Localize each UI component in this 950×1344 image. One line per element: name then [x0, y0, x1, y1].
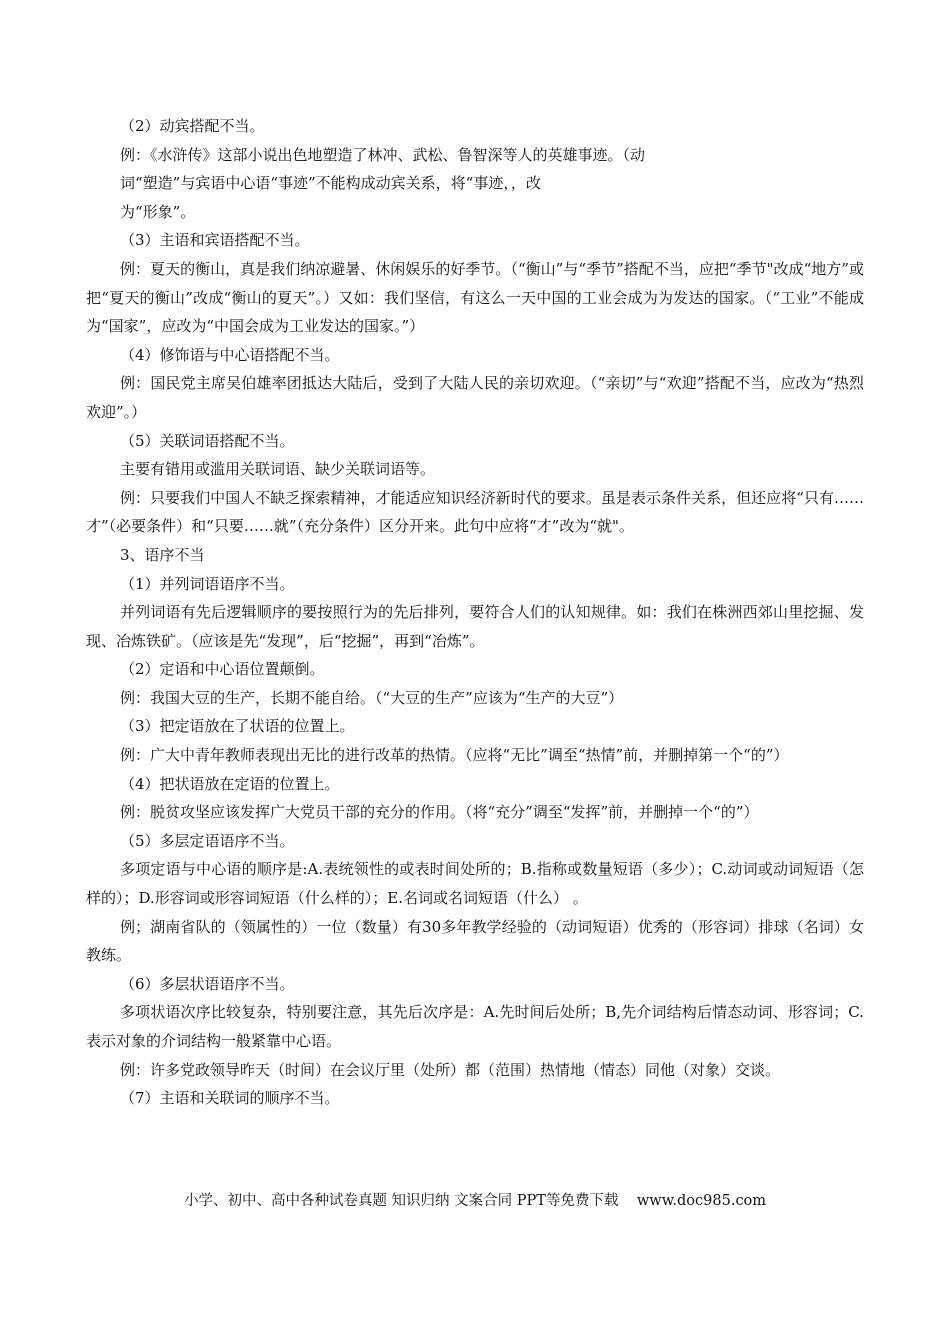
- paragraph: （2）定语和中心语位置颠倒。: [120, 660, 325, 679]
- paragraph: （3）把定语放在了状语的位置上。: [120, 717, 355, 736]
- paragraph: （4）把状语放在定语的位置上。: [120, 774, 340, 793]
- page-footer: 小学、初中、高中各种试卷真题 知识归纳 文案合同 PPT等免费下载 www.doc985.com: [183, 1193, 767, 1209]
- paragraph: 例：夏天的衡山，真是我们纳凉避暑、休闲娱乐的好季节。（“衡山”与“季节”搭配不当，应把“季节"改成“地方”或把“夏天的衡山”改成“衡山的夏天”。）又如：我们坚信，有这么一天中国的工业会成为为发达的国家。（“工业”不能成为“国家”，应改为“中国会成为工业发达的国家。”）: [86, 259, 864, 336]
- paragraph: 并列词语有先后逻辑顺序的要按照行为的先后排列，要符合人们的认知规律。如：我们在株洲西郊山里挖掘、发现、冶炼铁矿。（应该是先“发现”，后“挖掘”，再到“冶炼”。: [86, 603, 864, 650]
- paragraph: 词“塑造”与宾语中心语“事迹”不能构成动宾关系，将“事迹，，改: [120, 174, 541, 193]
- paragraph: （4）修饰语与中心语搭配不当。: [120, 345, 340, 364]
- paragraph: 为“形象”。: [120, 202, 196, 221]
- paragraph: 例：许多党政领导昨天（时间）在会议厅里（处所）都（范围）热情地（情态）同他（对象）交谈。: [120, 1060, 781, 1079]
- paragraph: 例：我国大豆的生产，长期不能自给。（“大豆的生产”应该为“生产的大豆”）: [120, 688, 624, 707]
- paragraph: （3）主语和宾语搭配不当。: [120, 231, 310, 250]
- paragraph: （5）多层定语语序不当。: [120, 831, 295, 850]
- paragraph: （6）多层状语语序不当。: [120, 974, 295, 993]
- paragraph: 主要有错用或滥用关联词语、缺少关联词语等。: [120, 460, 436, 479]
- paragraph: 例：只要我们中国人不缺乏探索精神，才能适应知识经济新时代的要求。虽是表示条件关系，但还应将“只有……才”（必要条件）和“只要……就”（充分条件）区分开来。此句中应将“才”改为“就"。: [86, 488, 864, 536]
- paragraph: 3、语序不当: [120, 545, 205, 564]
- paragraph: 多项状语次序比较复杂，特别要注意，其先后次序是：A.先时间后处所；B,先介词结构后情态动词、形容词；C.表示对象的介词结构一般紧靠中心语。: [86, 1003, 864, 1050]
- paragraph: 例：《水浒传》这部小说出色地塑造了林冲、武松、鲁智深等人的英雄事迹。（动: [120, 145, 646, 164]
- paragraph: 例；湖南省队的（领属性的）一位（数量）有30多年教学经验的（动词短语）优秀的（形容词）排球（名词）女教练。: [86, 917, 864, 965]
- paragraph: （1）并列词语语序不当。: [120, 574, 295, 593]
- paragraph: 例：国民党主席吴伯雄率团抵达大陆后，受到了大陆人民的亲切欢迎。（“亲切”与“欢迎”搭配不当，应改为“热烈欢迎”。）: [86, 374, 864, 421]
- document-body: [86, 112, 864, 1113]
- paragraph: 多项定语与中心语的顺序是:A.表统领性的或表时间处所的；B.指称或数量短语（多少）；C.动词或动词短语（怎样的）；D.形容词或形容词短语（什么样的）；E.名词或名词短语（什么） 。: [86, 860, 864, 908]
- paragraph: 例：脱贫攻坚应该发挥广大党员干部的充分的作用。（将“充分”调至“发挥”前，并删掉一个“的”）: [120, 803, 759, 822]
- paragraph: 例：广大中青年教师表现出无比的进行改革的热情。（应将“无比”调至“热情”前，并删掉第一个“的”）: [120, 746, 789, 765]
- paragraph: （2）动宾搭配不当。: [120, 117, 265, 135]
- paragraph: （7）主语和关联词的顺序不当。: [120, 1089, 340, 1108]
- paragraph: （5）关联词语搭配不当。: [120, 431, 295, 450]
